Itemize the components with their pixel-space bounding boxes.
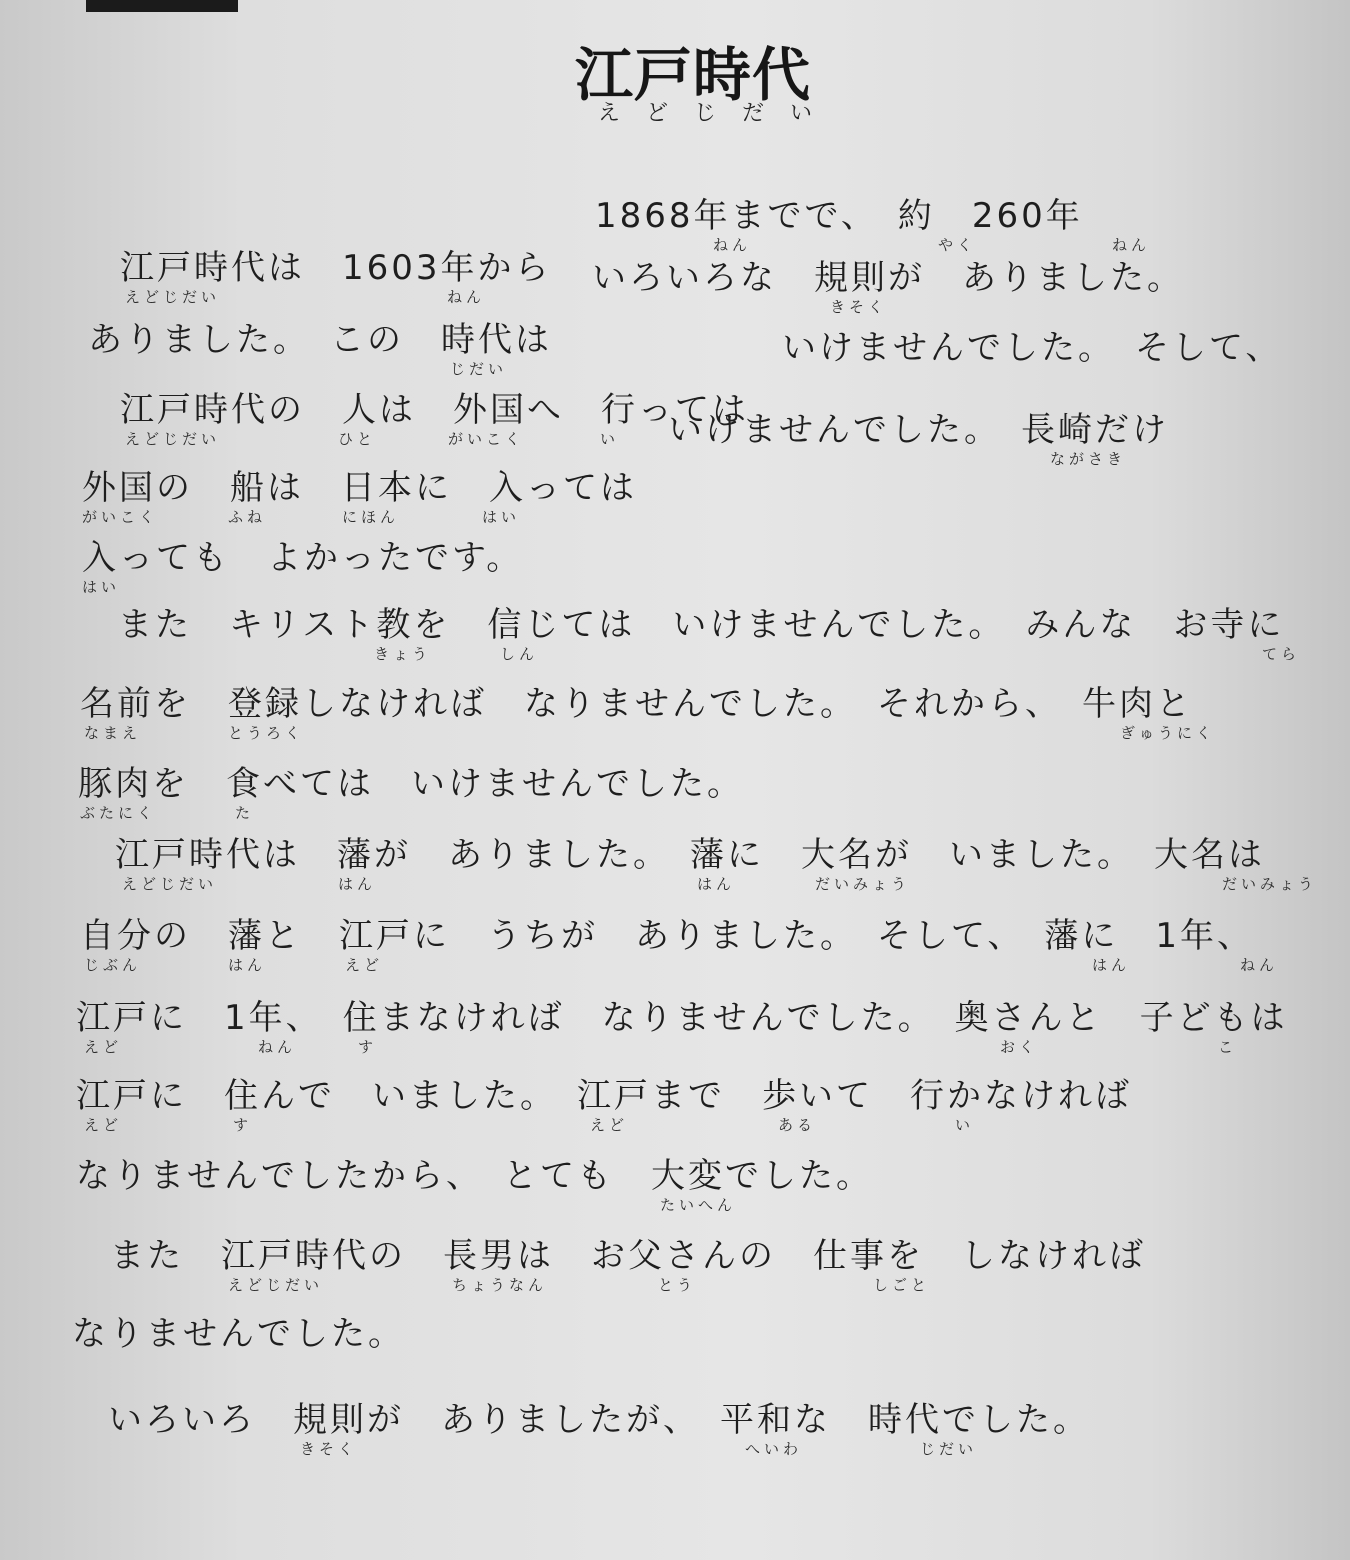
furigana-18-4: しごと xyxy=(873,1276,931,1294)
chapter-tab-marker xyxy=(86,0,238,12)
furigana-16-5: い xyxy=(955,1116,975,1134)
furigana-13-4: だいみょう xyxy=(815,875,911,893)
furigana-14-3: えど xyxy=(345,956,384,974)
furigana-14-1: じぶん xyxy=(84,956,142,974)
furigana-2-2: ねん xyxy=(447,288,486,306)
furigana-11-3: ぎゅうにく xyxy=(1120,724,1216,742)
furigana-6-4: い xyxy=(600,430,620,448)
text-line-2: 江戸時代は 1603年から xyxy=(120,248,552,288)
furigana-7-1: ながさき xyxy=(1050,450,1127,468)
furigana-3-1: きそく xyxy=(830,298,888,316)
furigana-12-2: た xyxy=(235,804,255,822)
furigana-15-3: す xyxy=(358,1038,378,1056)
furigana-8-2: ふね xyxy=(228,508,267,526)
furigana-6-2: ひと xyxy=(338,430,377,448)
furigana-13-3: はん xyxy=(697,875,736,893)
furigana-13-1: えどじだい xyxy=(122,875,218,893)
furigana-13-2: はん xyxy=(338,875,377,893)
furigana-16-2: す xyxy=(233,1116,253,1134)
furigana-16-3: えど xyxy=(590,1116,629,1134)
furigana-14-4: はん xyxy=(1092,956,1131,974)
furigana-2-1: えどじだい xyxy=(125,288,221,306)
furigana-14-2: はん xyxy=(228,956,267,974)
text-line-5: いけませんでした。 そして、 xyxy=(782,328,1283,368)
text-line-3: いろいろな 規則が ありました。 xyxy=(592,258,1184,298)
text-line-20: いろいろ 規則が ありましたが、 平和な 時代でした。 xyxy=(108,1400,1090,1440)
text-line-14: 自分の 藩と 江戸に うちが ありました。 そして、 藩に 1年、 xyxy=(80,916,1254,956)
furigana-16-4: ある xyxy=(778,1116,817,1134)
furigana-15-2: ねん xyxy=(258,1038,297,1056)
furigana-14-5: ねん xyxy=(1240,956,1279,974)
furigana-10-3: てら xyxy=(1262,645,1301,663)
text-line-7: いけませんでした。 長崎だけ xyxy=(668,410,1169,450)
furigana-8-1: がいこく xyxy=(82,508,159,526)
furigana-18-3: とう xyxy=(658,1276,697,1294)
furigana-1-1: ねん xyxy=(713,236,752,254)
furigana-20-3: じだい xyxy=(920,1440,978,1458)
furigana-15-1: えど xyxy=(84,1038,123,1056)
furigana-8-4: はい xyxy=(482,508,521,526)
text-line-16: 江戸に 住んで いました。 江戸まで 歩いて 行かなければ xyxy=(76,1076,1132,1116)
furigana-15-4: おく xyxy=(1000,1038,1039,1056)
furigana-10-1: きょう xyxy=(374,645,432,663)
text-line-19: なりませんでした。 xyxy=(72,1314,405,1354)
furigana-10-2: しん xyxy=(500,645,539,663)
furigana-1-2: やく xyxy=(938,236,977,254)
furigana-9-1: はい xyxy=(82,578,121,596)
furigana-18-2: ちょうなん xyxy=(452,1276,548,1294)
furigana-17-1: たいへん xyxy=(660,1196,737,1214)
title-furigana: えどじだい xyxy=(598,101,839,126)
text-line-17: なりませんでしたから、 とても 大変でした。 xyxy=(76,1156,873,1196)
furigana-11-2: とうろく xyxy=(228,724,305,742)
furigana-6-3: がいこく xyxy=(448,430,525,448)
page-title: 江戸時代 xyxy=(575,41,812,109)
text-line-1: 1868年までで、 約 260年 xyxy=(595,196,1083,236)
furigana-20-2: へいわ xyxy=(745,1440,803,1458)
text-line-13: 江戸時代は 藩が ありました。 藩に 大名が いました。 大名は xyxy=(115,835,1265,875)
text-line-18: また 江戸時代の 長男は お父さんの 仕事を しなければ xyxy=(110,1236,1146,1276)
furigana-8-3: にほん xyxy=(342,508,400,526)
text-line-12: 豚肉を 食べては いけませんでした。 xyxy=(78,764,744,804)
furigana-4-1: じだい xyxy=(450,360,508,378)
text-line-8: 外国の 船は 日本に 入っては xyxy=(82,468,637,508)
furigana-12-1: ぶたにく xyxy=(80,804,157,822)
text-line-15: 江戸に 1年、 住まなければ なりませんでした。 奥さんと 子どもは xyxy=(76,998,1288,1038)
furigana-11-1: なまえ xyxy=(84,724,142,742)
furigana-6-1: えどじだい xyxy=(125,430,221,448)
furigana-15-5: こ xyxy=(1218,1038,1238,1056)
text-line-9: 入っても よかったです。 xyxy=(82,538,524,578)
furigana-18-1: えどじだい xyxy=(228,1276,324,1294)
furigana-20-1: きそく xyxy=(300,1440,358,1458)
text-line-11: 名前を 登録しなければ なりませんでした。 それから、 牛肉と xyxy=(80,684,1193,724)
text-line-4: ありました。 この 時代は xyxy=(88,320,552,360)
furigana-13-5: だいみょう xyxy=(1222,875,1318,893)
text-line-6: 江戸時代の 人は 外国へ 行っては xyxy=(120,390,749,430)
furigana-16-1: えど xyxy=(84,1116,123,1134)
furigana-1-3: ねん xyxy=(1112,236,1151,254)
text-line-10: また キリスト教を 信じては いけませんでした。 みんな お寺に xyxy=(118,605,1285,645)
